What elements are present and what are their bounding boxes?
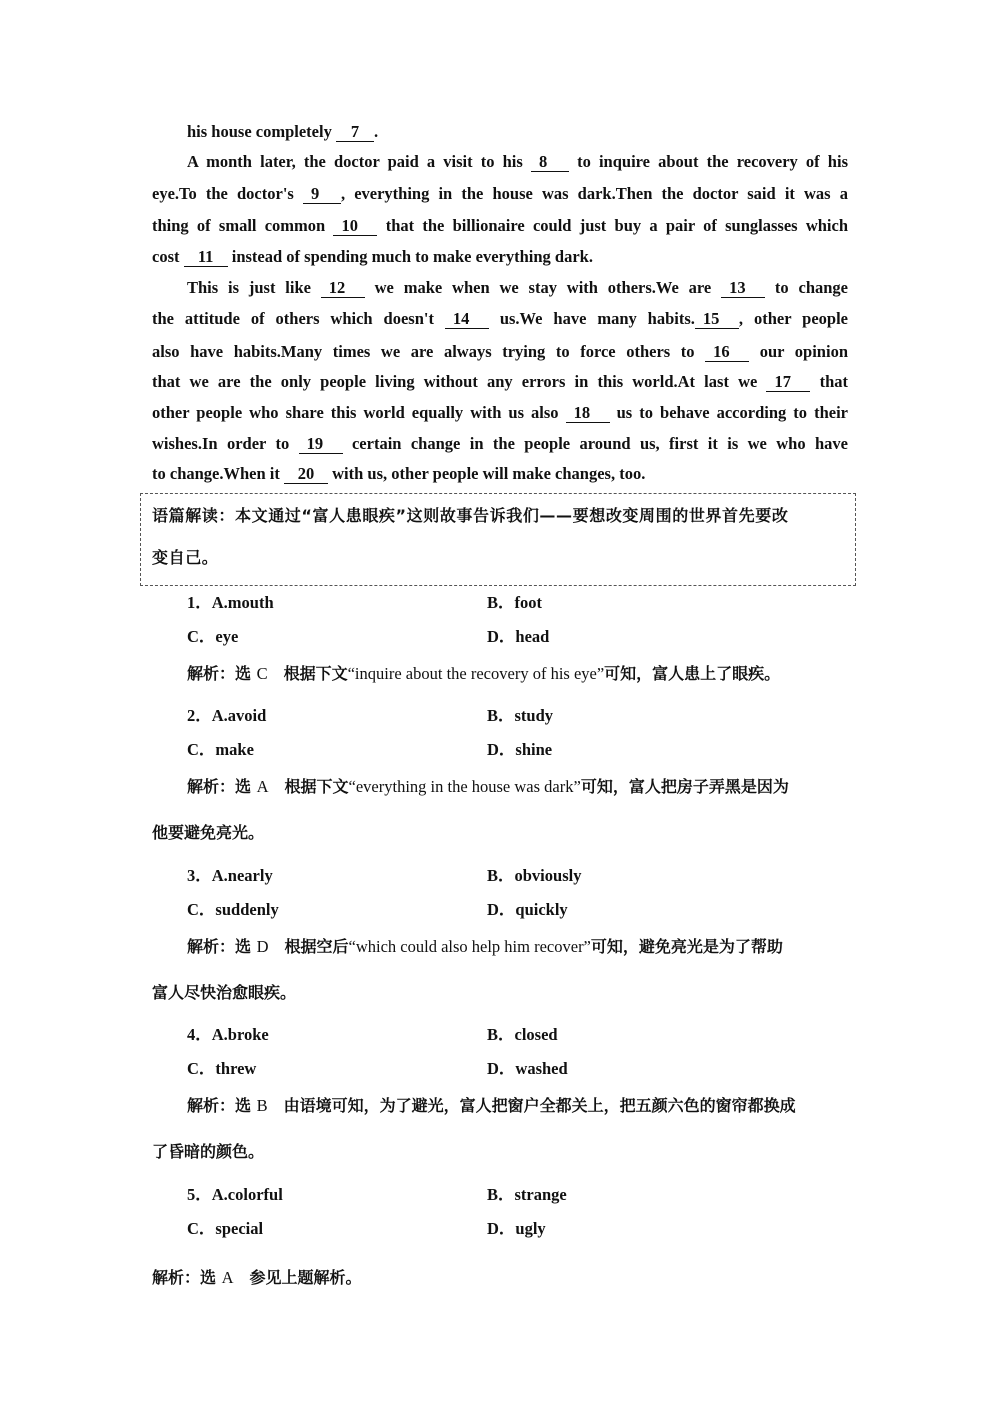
option-d: D．ugly — [487, 1219, 546, 1238]
analysis-segment: D — [256, 937, 269, 956]
passage-text: the attitude of others which doesn't — [152, 309, 445, 328]
passage-text: other people who share this world equally with us also — [152, 403, 566, 422]
blank-18: 18 — [566, 404, 610, 423]
passage-text: , everything in the house was dark.Then the doctor said it was a — [340, 184, 848, 203]
blank-10: 10 — [333, 217, 377, 236]
analysis-segment: “which could also help him recover” — [348, 937, 591, 956]
option-a-text: A.avoid — [211, 706, 267, 725]
passage-text: to change.When it — [152, 464, 284, 483]
passage-line — [152, 430, 848, 458]
option-a-text: A.broke — [211, 1025, 269, 1044]
passage-text: we make when we stay with others.We are — [364, 278, 722, 297]
answer-analysis — [152, 932, 848, 962]
analysis-segment: 解析：选 — [152, 1268, 222, 1287]
blank-8: 8 — [531, 153, 569, 172]
option-d: D．quickly — [487, 900, 568, 919]
option-c: C．eye — [187, 627, 239, 646]
analysis-segment: 可知，富人把房子弄黑是因为 — [580, 777, 789, 796]
passage-text: eye.To the doctor's — [152, 184, 303, 203]
blank-15: 15 — [695, 310, 739, 329]
answer-analysis — [152, 1263, 848, 1293]
blank-12: 12 — [321, 279, 365, 298]
analysis-segment: A — [221, 1268, 234, 1287]
passage-line — [152, 338, 848, 366]
passage-line — [152, 243, 848, 271]
passage-text: with us, other people will make changes, too. — [328, 464, 646, 483]
passage-text: cost — [152, 247, 184, 266]
option-d: D．shine — [487, 740, 553, 759]
option-a — [187, 703, 266, 729]
passage-text: us.We have many habits. — [488, 309, 695, 328]
analysis-segment: A — [256, 777, 269, 796]
analysis-segment: 解析：选 — [187, 1096, 257, 1115]
passage-text: to change — [765, 278, 849, 297]
option-a — [187, 863, 273, 889]
option-a — [187, 1022, 269, 1048]
option-a-text: A.nearly — [211, 866, 273, 885]
blank-19: 19 — [299, 435, 343, 454]
passage-text: wishes.In order to — [152, 434, 299, 453]
passage-text: that the billionaire could just buy a pair of sunglasses which — [377, 216, 849, 235]
option-a-text: A.mouth — [211, 593, 274, 612]
option-d: D．head — [487, 627, 550, 646]
analysis-segment: 由语境可知，为了避光，富人把窗户全都关上，把五颜六色的窗帘都换成 — [267, 1096, 796, 1115]
blank-13: 13 — [721, 279, 765, 298]
option-c: C．suddenly — [187, 900, 279, 919]
question-number: 2． — [187, 706, 212, 725]
option-b: B．foot — [487, 593, 542, 612]
question-number: 5． — [187, 1185, 212, 1204]
passage-line — [152, 305, 848, 333]
passage-text: This is just like — [187, 278, 321, 297]
analysis-segment: 解析：选 — [187, 664, 257, 683]
analysis-segment: 解析：选 — [187, 777, 257, 796]
passage-line — [152, 148, 848, 176]
passage-line — [152, 180, 848, 208]
passage-line — [152, 274, 848, 302]
option-c: C．special — [187, 1219, 264, 1238]
option-b: B．study — [487, 706, 554, 725]
passage-text: his house completely — [187, 122, 336, 141]
question-number: 3． — [187, 866, 212, 885]
summary-text-line-1: 语篇解读：本文通过“富人患眼疾”这则故事告诉我们——要想改变周围的世界首先要改 — [152, 506, 789, 525]
answer-analysis-continued: 富人尽快治愈眼疾。 — [152, 983, 297, 1002]
passage-line — [152, 460, 848, 488]
option-a-text: A.colorful — [211, 1185, 283, 1204]
blank-20: 20 — [284, 465, 328, 484]
passage-text: to inquire about the recovery of his — [568, 152, 848, 171]
passage-text: also have habits.Many times we are always trying to force others to — [152, 342, 706, 361]
blank-17: 17 — [766, 373, 810, 392]
passage-text: A month later, the doctor paid a visit to his — [187, 152, 531, 171]
analysis-segment: 根据下文 — [267, 664, 348, 683]
analysis-segment: 解析：选 — [187, 937, 257, 956]
option-d: D．washed — [487, 1059, 568, 1078]
passage-text: us to behave according to their — [609, 403, 848, 422]
analysis-segment: 可知，避免亮光是为了帮助 — [590, 937, 783, 956]
question-number: 1． — [187, 593, 212, 612]
summary-text-line-2: 变自己。 — [152, 548, 219, 567]
answer-analysis — [152, 659, 848, 689]
passage-line — [152, 212, 848, 240]
blank-7: 7 — [336, 123, 374, 142]
option-b: B．obviously — [487, 866, 582, 885]
answer-analysis — [152, 1091, 848, 1121]
analysis-segment: 参见上题解析。 — [233, 1268, 362, 1287]
blank-11: 11 — [184, 248, 228, 267]
blank-9: 9 — [303, 185, 341, 204]
answer-analysis-continued: 他要避免亮光。 — [152, 823, 265, 842]
question-number: 4． — [187, 1025, 212, 1044]
analysis-segment: B — [256, 1096, 268, 1115]
passage-text: our opinion — [749, 342, 848, 361]
passage-text: , other people — [738, 309, 848, 328]
analysis-segment: “everything in the house was dark” — [348, 777, 581, 796]
option-c: C．threw — [187, 1059, 257, 1078]
passage-text: instead of spending much to make everything dark. — [227, 247, 593, 266]
analysis-segment: “inquire about the recovery of his eye” — [347, 664, 605, 683]
passage-text: that we are the only people living without any errors in this world.At last we — [152, 372, 767, 391]
analysis-segment: 可知，富人患上了眼疾。 — [604, 664, 781, 683]
passage-summary-box — [140, 493, 856, 586]
option-c: C．make — [187, 740, 254, 759]
option-a — [187, 590, 274, 616]
passage-line — [152, 368, 848, 396]
blank-16: 16 — [705, 343, 749, 362]
option-b: B．strange — [487, 1185, 567, 1204]
passage-text: thing of small common — [152, 216, 334, 235]
analysis-segment: 根据空后 — [268, 937, 349, 956]
option-a — [187, 1182, 283, 1208]
passage-text: that — [810, 372, 849, 391]
passage-line — [152, 118, 848, 146]
passage-text: certain change in the people around us, first it is we who have — [342, 434, 848, 453]
option-b: B．closed — [487, 1025, 558, 1044]
blank-14: 14 — [445, 310, 489, 329]
answer-analysis-continued: 了昏暗的颜色。 — [152, 1142, 265, 1161]
analysis-segment: 根据下文 — [268, 777, 349, 796]
passage-text: . — [373, 122, 379, 141]
analysis-segment: C — [256, 664, 268, 683]
passage-line — [152, 399, 848, 427]
answer-analysis — [152, 772, 848, 802]
